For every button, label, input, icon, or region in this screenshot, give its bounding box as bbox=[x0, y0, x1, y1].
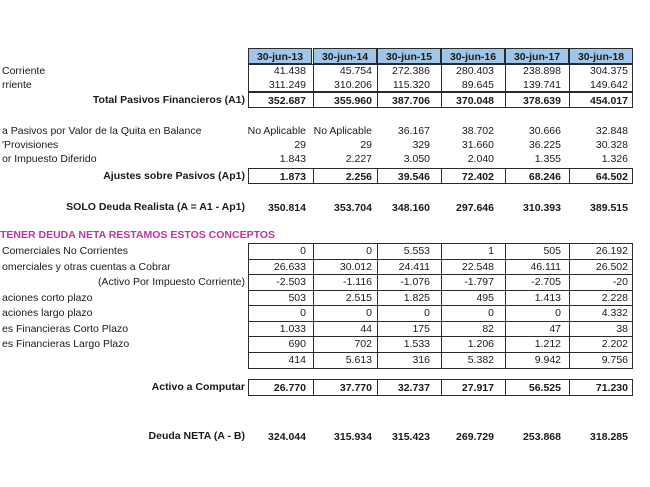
cell-value[interactable]: 37.770 bbox=[339, 382, 372, 394]
cell-value[interactable]: 3.050 bbox=[403, 153, 430, 165]
cell-value[interactable]: 316 bbox=[412, 353, 430, 366]
row-label: Total Pasivos Financieros (A1) bbox=[92, 94, 245, 106]
row-divider bbox=[248, 352, 633, 353]
cell-value[interactable]: 253.868 bbox=[523, 431, 561, 443]
cell-value[interactable]: 2.202 bbox=[601, 338, 628, 350]
cell-value[interactable]: 1 bbox=[488, 245, 494, 257]
row-label: Ajustes sobre Pasivos (Ap1) bbox=[103, 170, 245, 182]
cell-value[interactable]: 690 bbox=[288, 338, 306, 350]
cell-value[interactable]: -2.503 bbox=[276, 276, 306, 288]
cell-value[interactable]: 1.825 bbox=[403, 291, 430, 304]
cell-value[interactable]: 46.111 bbox=[530, 260, 561, 273]
cell-value[interactable]: 36.167 bbox=[397, 125, 430, 137]
cell-value[interactable]: 503 bbox=[288, 291, 306, 304]
cell-value[interactable]: 9.942 bbox=[534, 353, 561, 366]
cell-value[interactable]: 36.225 bbox=[528, 139, 561, 151]
cell-value[interactable]: 2.040 bbox=[467, 153, 494, 165]
cell-value[interactable]: 329 bbox=[412, 139, 430, 151]
cell-value[interactable]: 353.704 bbox=[334, 202, 372, 214]
cell-value[interactable]: 45.754 bbox=[339, 65, 372, 77]
cell-value[interactable]: 378.639 bbox=[523, 95, 561, 107]
cell-value[interactable]: 0 bbox=[424, 307, 430, 319]
cell-value[interactable]: 370.048 bbox=[456, 95, 494, 107]
cell-value[interactable]: -1.116 bbox=[343, 276, 372, 288]
cell-value[interactable]: 89.645 bbox=[461, 79, 494, 91]
cell-value[interactable]: 1.206 bbox=[467, 338, 494, 350]
cell-value[interactable]: -1.797 bbox=[464, 276, 494, 288]
cell-value[interactable]: 238.898 bbox=[523, 65, 561, 77]
row-divider bbox=[248, 336, 633, 337]
row-label: Activo a Computar bbox=[151, 381, 245, 393]
cell-value[interactable]: 387.706 bbox=[392, 95, 430, 107]
row-label: (Activo Por Impuesto Corriente) bbox=[97, 276, 245, 288]
row-label: a Pasivos por Valor de la Quita en Balance bbox=[2, 125, 202, 137]
cell-value[interactable]: 1.843 bbox=[279, 153, 306, 165]
row-divider bbox=[248, 259, 633, 260]
row-divider bbox=[248, 274, 633, 275]
cell-value[interactable]: 24.411 bbox=[398, 260, 430, 273]
cell-value[interactable]: 310.393 bbox=[523, 202, 561, 214]
cell-value[interactable]: 38 bbox=[616, 322, 628, 335]
cell-value[interactable]: 352.687 bbox=[268, 95, 306, 107]
cell-value[interactable]: 272.386 bbox=[392, 65, 430, 77]
cell-value[interactable]: 304.375 bbox=[590, 65, 628, 77]
cell-value[interactable]: 0 bbox=[366, 245, 372, 257]
row-label: 'Provisiones bbox=[2, 139, 59, 151]
cell-value[interactable]: 0 bbox=[300, 245, 306, 257]
cell-value[interactable]: -2.705 bbox=[531, 276, 561, 288]
cell-value[interactable]: 315.934 bbox=[334, 431, 372, 443]
cell-value[interactable]: 280.403 bbox=[456, 65, 494, 77]
cell-value[interactable]: 350.814 bbox=[268, 202, 306, 214]
cell-value[interactable]: 115.320 bbox=[392, 79, 430, 91]
cell-value[interactable]: 269.729 bbox=[456, 431, 494, 443]
cell-value[interactable]: 29 bbox=[360, 139, 372, 151]
cell-value[interactable]: 1.355 bbox=[534, 153, 561, 165]
cell-value[interactable]: 29 bbox=[294, 139, 306, 151]
cell-value[interactable]: No Aplicable bbox=[313, 125, 372, 137]
cell-value[interactable]: 26.633 bbox=[273, 260, 306, 273]
cell-value[interactable]: 348.160 bbox=[392, 202, 430, 214]
cell-value[interactable]: 9.756 bbox=[601, 353, 628, 366]
cell-value[interactable]: 38.702 bbox=[461, 125, 494, 137]
cell-value[interactable]: 324.044 bbox=[268, 431, 306, 443]
row-label: Corriente bbox=[2, 65, 46, 77]
cell-value[interactable]: 0 bbox=[300, 307, 306, 319]
row-label: es Financieras Corto Plazo bbox=[2, 322, 129, 335]
cell-value[interactable]: 175 bbox=[412, 322, 430, 335]
cell-value[interactable]: 68.246 bbox=[528, 171, 561, 183]
cell-value[interactable]: 454.017 bbox=[590, 95, 628, 107]
cell-value[interactable]: 82 bbox=[482, 322, 494, 335]
cell-value[interactable]: 414 bbox=[288, 353, 306, 366]
cell-value[interactable]: 1.326 bbox=[601, 153, 628, 165]
cell-value[interactable]: 1.533 bbox=[403, 338, 430, 350]
cell-value[interactable]: 71.230 bbox=[595, 382, 628, 394]
cell-value[interactable]: 5.382 bbox=[467, 353, 494, 366]
cell-value[interactable]: 44 bbox=[360, 322, 372, 335]
cell-value[interactable]: 64.502 bbox=[595, 171, 628, 183]
cell-value[interactable]: 32.848 bbox=[595, 125, 628, 137]
cell-value[interactable]: 505 bbox=[543, 245, 561, 257]
cell-value[interactable]: 139.741 bbox=[523, 79, 561, 91]
cell-value[interactable]: 5.553 bbox=[403, 245, 430, 257]
row-divider bbox=[248, 290, 633, 291]
column-header: 30-jun-16 bbox=[441, 48, 505, 64]
cell-value[interactable]: 47 bbox=[549, 322, 561, 335]
row-label: omerciales y otras cuentas a Cobrar bbox=[2, 260, 171, 273]
cell-value[interactable]: 315.423 bbox=[392, 431, 430, 443]
cell-value[interactable]: 0 bbox=[555, 307, 561, 319]
row-label: Comerciales No Corrientes bbox=[2, 245, 129, 257]
row-label: es Financieras Largo Plazo bbox=[2, 338, 130, 350]
cell-value[interactable]: 0 bbox=[366, 307, 372, 319]
cell-value[interactable]: 5.613 bbox=[345, 353, 372, 366]
row-label: TENER DEUDA NETA RESTAMOS ESTOS CONCEPTOS bbox=[0, 229, 275, 241]
column-header: 30-jun-13 bbox=[248, 48, 312, 64]
cell-value[interactable]: 2.227 bbox=[345, 153, 372, 165]
cell-value[interactable]: 30.012 bbox=[339, 260, 372, 273]
column-header: 30-jun-17 bbox=[505, 48, 569, 64]
cell-value[interactable]: 2.515 bbox=[345, 291, 372, 304]
cell-value[interactable]: 149.642 bbox=[590, 79, 628, 91]
cell-value[interactable]: 702 bbox=[354, 338, 372, 350]
row-divider bbox=[248, 305, 633, 306]
cell-value[interactable]: 1.413 bbox=[534, 291, 561, 304]
cell-value[interactable]: 30.328 bbox=[595, 139, 628, 151]
cell-value[interactable]: 30.666 bbox=[528, 125, 561, 137]
cell-value[interactable]: 1.033 bbox=[279, 322, 306, 335]
row-label: Deuda NETA (A - B) bbox=[148, 430, 245, 442]
cell-value[interactable]: 311.249 bbox=[268, 79, 306, 91]
cell-value[interactable]: 22.548 bbox=[461, 260, 494, 273]
row-label: SOLO Deuda Realista (A = A1 - Ap1) bbox=[66, 201, 245, 213]
cell-value[interactable]: 389.515 bbox=[590, 202, 628, 214]
cell-value[interactable]: 26.502 bbox=[595, 260, 628, 273]
cell-value[interactable]: 355.960 bbox=[334, 95, 372, 107]
cell-value[interactable]: 26.770 bbox=[273, 382, 306, 394]
cell-value[interactable]: 1.873 bbox=[279, 171, 306, 183]
column-header: 30-jun-18 bbox=[569, 48, 633, 64]
cell-value[interactable]: 32.737 bbox=[397, 382, 430, 394]
cell-value[interactable]: 2.256 bbox=[345, 171, 372, 183]
cell-value[interactable]: 39.546 bbox=[397, 171, 430, 183]
cell-value[interactable]: -20 bbox=[612, 276, 628, 288]
cell-value[interactable]: -1.076 bbox=[400, 276, 430, 288]
cell-value[interactable]: 495 bbox=[476, 291, 494, 304]
cell-value[interactable]: 27.917 bbox=[461, 382, 494, 394]
row-divider bbox=[248, 321, 633, 322]
cell-value[interactable]: 0 bbox=[488, 307, 494, 319]
cell-value[interactable]: 72.402 bbox=[461, 171, 494, 183]
column-header: 30-jun-14 bbox=[313, 48, 377, 64]
row-label: rriente bbox=[2, 79, 32, 91]
column-header: 30-jun-15 bbox=[377, 48, 441, 64]
cell-value[interactable]: 297.646 bbox=[456, 202, 494, 214]
cell-value[interactable]: 41.438 bbox=[273, 65, 306, 77]
cell-value[interactable]: 1.212 bbox=[534, 338, 561, 350]
row-label: or Impuesto Diferido bbox=[2, 153, 97, 165]
row-label: aciones largo plazo bbox=[2, 307, 93, 319]
cell-value[interactable]: 4.332 bbox=[601, 307, 628, 319]
cell-value[interactable]: 2.228 bbox=[601, 291, 628, 304]
cell-value[interactable]: 26.192 bbox=[595, 245, 628, 257]
row-label: aciones corto plazo bbox=[2, 291, 93, 304]
cell-value[interactable]: No Aplicable bbox=[247, 125, 306, 137]
cell-value[interactable]: 318.285 bbox=[590, 431, 628, 443]
cell-value[interactable]: 56.525 bbox=[528, 382, 561, 394]
cell-value[interactable]: 31.660 bbox=[461, 139, 494, 151]
cell-value[interactable]: 310.206 bbox=[334, 79, 372, 91]
